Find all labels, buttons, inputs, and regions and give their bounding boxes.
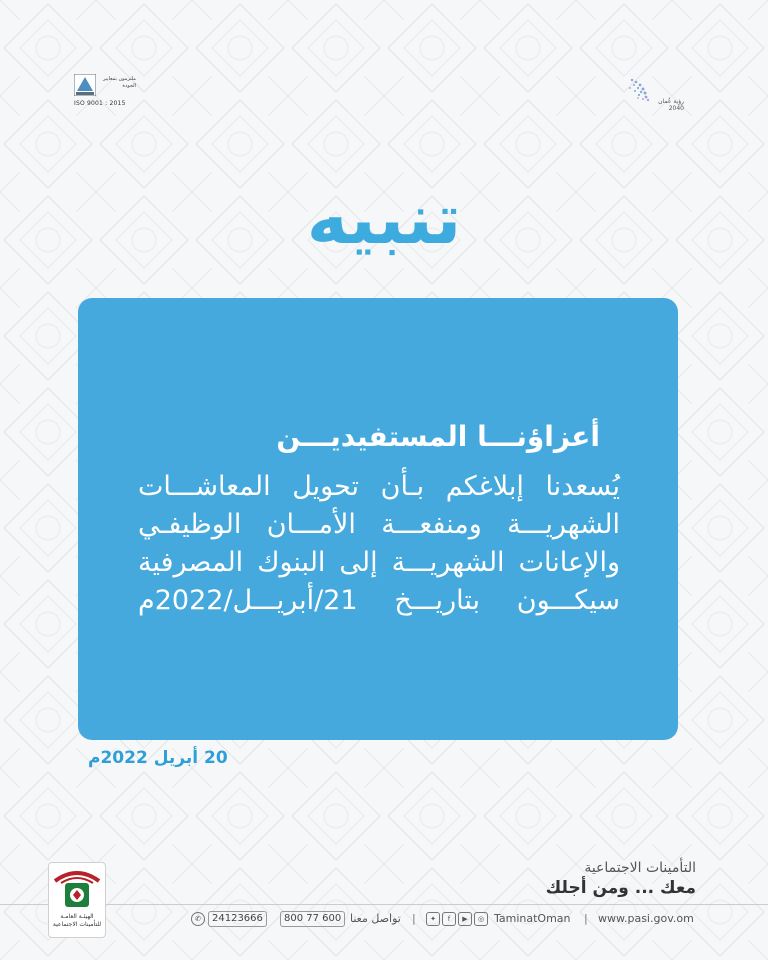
quality-triangle-icon [74, 74, 96, 96]
contact-row [190, 910, 698, 928]
message-line: والإعانات الشهريـــة إلى البنوك المصرفية [138, 547, 620, 578]
twitter-icon[interactable]: ✦ [426, 912, 440, 926]
vision-logo [624, 74, 684, 114]
notice-date: 20 أبريل 2022م [88, 748, 228, 768]
organization-name: الهيئـة العامـة للتأمينات الاجتماعية [52, 913, 102, 928]
message-line: سيكـــون بتاريـــخ 21/أبريـــل/2022م [138, 585, 620, 616]
toll-free-number[interactable]: 800 77 600 [280, 911, 345, 927]
brand-slogan: معك ... ومن أجلك [545, 878, 696, 898]
website-link[interactable]: www.pasi.gov.om [598, 912, 694, 925]
vision-logo-text: رؤية عُمان 2040 [658, 98, 684, 112]
organization-logo [48, 862, 106, 938]
iso-standard: ISO 9001 : 2015 [74, 100, 126, 107]
message-line: الشهريـــة ومنفعـــة الأمـــان الوظيفـي [138, 509, 620, 540]
brand-name: التأمينات الاجتماعية [584, 860, 696, 876]
separator: | [412, 912, 416, 925]
youtube-icon[interactable]: ▶ [458, 912, 472, 926]
separator: | [584, 912, 588, 925]
message-greeting: أعزاؤنـــا المستفيديـــن [276, 420, 600, 453]
whatsapp-number[interactable]: 24123666 [208, 911, 267, 927]
iso-badge-text: ملتزمون بمعايير الجودة [102, 76, 136, 89]
footer-divider [0, 904, 768, 905]
message-line: يُسعدنا إبلاغكم بـأن تحويل المعاشـــات [138, 471, 620, 502]
instagram-icon[interactable]: ◎ [474, 912, 488, 926]
iso-certification-logo [74, 74, 136, 110]
whatsapp-icon[interactable]: ✆ [191, 912, 205, 926]
message-body [138, 468, 620, 620]
contact-label: تواصل معنا [350, 912, 401, 925]
organization-emblem-icon [49, 863, 105, 913]
message-card [78, 298, 678, 740]
social-handle[interactable]: TaminatOman [494, 912, 571, 925]
facebook-icon[interactable]: f [442, 912, 456, 926]
notice-title: تنبيه [306, 178, 462, 260]
